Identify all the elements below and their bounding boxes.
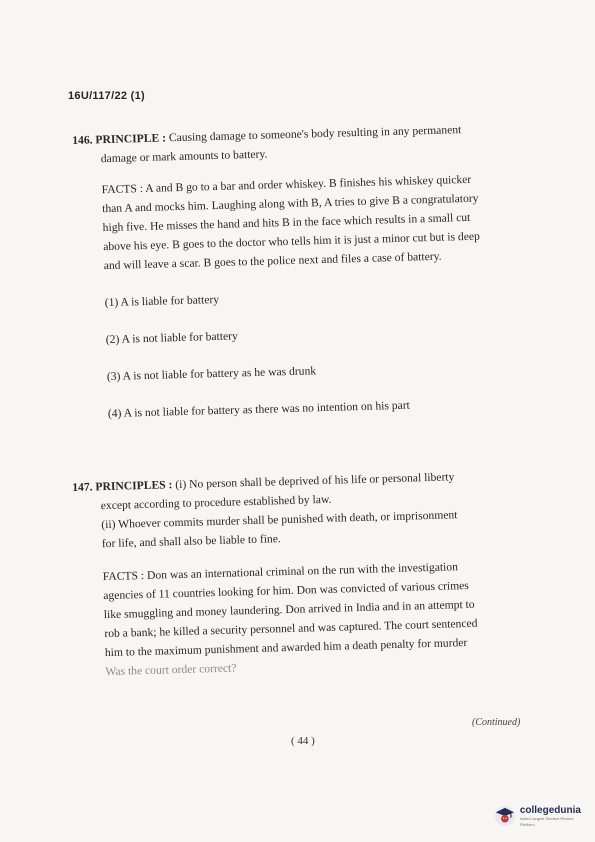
q147-facts-line: rob a bank; he killed a security personnel and was captured. The court sentenced [104,616,478,641]
question-146 [72,119,510,424]
q147-facts-line: FACTS : Don was an international criminal on the run with the investigation [102,560,459,584]
q146-principle-text: Causing damage to someone's body resulting in any permanent [168,123,462,145]
q147-principle-text-3: (ii) Whoever commits murder shall be punished with death, or imprisonment [101,508,458,532]
q146-facts-line: FACTS : A and B go to a bar and order whiskey. B finishes his whiskey quicker [101,172,472,197]
brand-name: collegedunia [519,804,581,816]
q147-principles-label: PRINCIPLES : [95,478,173,494]
q147-facts-line: like smuggling and money laundering. Don arrived in India and in an attempt to [103,597,475,622]
q146-option-3: (3) A is not liable for battery as he was drunk [106,364,317,384]
q146-facts-line: high five. He misses the hand and hits B in the face which results in a small cut [102,210,471,235]
q147-principle-text: (i) No person shall be deprived of his life or personal liberty [175,470,455,492]
paper-code: 16U/117/22 (1) [68,90,145,102]
q147-principle-text-2: except according to procedure established by law. [100,492,332,513]
continued-note: (Continued) [472,717,521,728]
q146-facts-line: and will leave a scar. B goes to the police next and files a case of battery. [103,249,442,273]
q147-facts-line: him to the maximum punishment and awarded him a death penalty for murder [104,636,468,660]
q146-principle-label: PRINCIPLE : [95,131,167,147]
question-147 [72,466,508,682]
q147-principle-text-4: for life, and shall also be liable to fine. [101,532,281,551]
q147-facts-line: agencies of 11 countries looking for him. Don was convicted of various crimes [103,578,469,603]
q147-facts [75,556,508,682]
q146-facts [73,169,505,276]
q147-number: 147. [72,480,93,494]
q147-facts-line: Was the court order correct? [105,661,237,679]
brand-tagline: India's largest Student Review Platform [519,815,574,827]
q146-option-4: (4) A is not liable for battery as there was no intention on his part [107,398,410,421]
collegedunia-watermark [494,800,589,832]
q146-option-2: (2) A is not liable for battery [105,329,238,347]
q146-number: 146. [72,133,93,147]
q146-facts-line: than A and mocks him. Laughing along with B, A tries to give B a congratulatory [101,191,479,216]
graduate-logo-icon [494,805,516,827]
q146-facts-line: above his eye. B goes to the doctor who tells him it is just a minor cut but is deep [103,229,481,254]
q146-option-1: (1) A is liable for battery [104,292,220,310]
q146-principle-text-2: damage or mark amounts to battery. [100,147,268,166]
watermark-text [520,805,589,828]
page-number: ( 44 ) [291,735,315,747]
